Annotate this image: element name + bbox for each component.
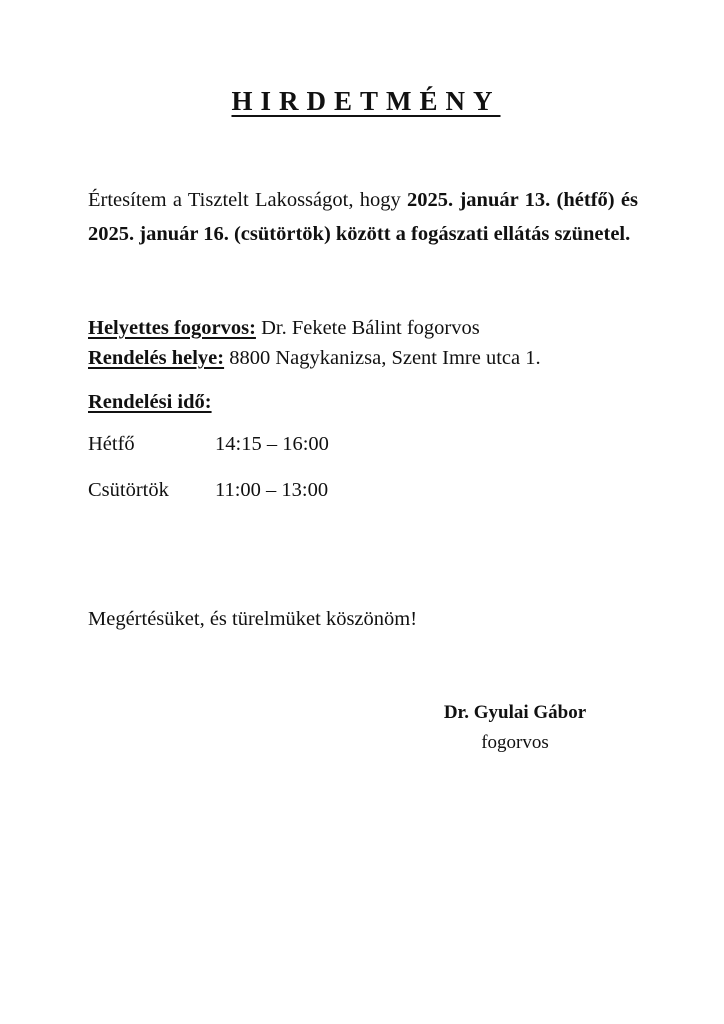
hours-label: Rendelési idő:	[88, 391, 212, 413]
hours-time-2: 11:00 – 13:00	[215, 479, 329, 501]
intro-dates: 2025. január 13. (hétfő) és 2025. január 16. (csütörtök) között a fogászati ellátás szünetel.	[88, 189, 638, 245]
hours-day-1: Hétfő	[88, 433, 135, 455]
intro-text: Értesítem a Tisztelt Lakosságot, hogy	[88, 189, 408, 211]
intro-paragraph	[88, 183, 638, 251]
closing-text: Megértésüket, és türelmüket köszönöm!	[88, 608, 418, 630]
title-text: HIRDETMÉNY	[231, 86, 501, 116]
substitute-line	[88, 314, 480, 342]
signature-role: fogorvos	[481, 732, 549, 753]
location-value: 8800 Nagykanizsa, Szent Imre utca 1.	[224, 347, 541, 369]
substitute-label: Helyettes fogorvos:	[88, 317, 256, 339]
signature-name: Dr. Gyulai Gábor	[443, 702, 587, 723]
substitute-value: Dr. Fekete Bálint fogorvos	[255, 317, 480, 339]
hours-time-1: 14:15 – 16:00	[215, 433, 329, 455]
page-title	[0, 86, 724, 117]
location-line	[88, 344, 541, 372]
hours-heading	[88, 388, 212, 416]
location-label: Rendelés helye:	[88, 347, 225, 369]
hours-day-2: Csütörtök	[88, 479, 169, 501]
